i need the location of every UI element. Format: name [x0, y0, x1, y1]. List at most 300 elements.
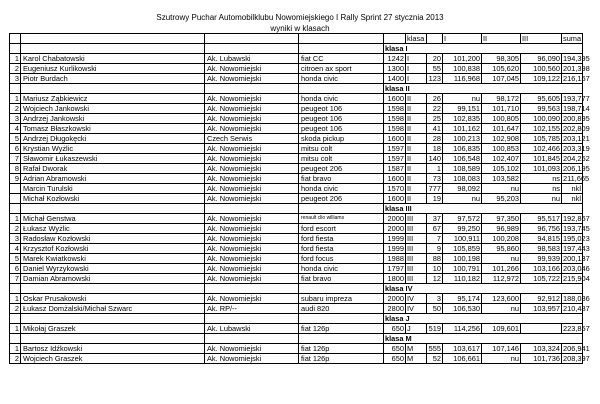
car-cell: peugeot 206 — [299, 194, 384, 204]
car-cell: renault clio williams — [299, 214, 384, 224]
class-cell: III — [406, 254, 427, 264]
club-cell: Ak. Nowomiejski — [205, 154, 299, 164]
stage-2-time-cell: 112,972 — [482, 274, 521, 284]
result-row — [10, 184, 583, 194]
club-cell: Ak. Nowomiejski — [205, 64, 299, 74]
club-cell: Ak. RP/-- — [205, 304, 299, 314]
stage-3-time-cell: 98,583 — [521, 244, 562, 254]
driver-name-cell: Damian Abramowski — [21, 274, 205, 284]
engine-capacity-cell: 1999 — [384, 234, 406, 244]
driver-name-cell: Łukasz Wyżlic — [21, 224, 205, 234]
stage-1-time-cell: 106,530 — [443, 304, 482, 314]
class-cell: IV — [406, 294, 427, 304]
start-number-cell: 50 — [427, 304, 443, 314]
stage-3-time-cell: 96,756 — [521, 224, 562, 234]
class-header-row — [10, 284, 583, 294]
engine-capacity-cell: 2000 — [384, 224, 406, 234]
start-number-cell: 37 — [427, 214, 443, 224]
car-cell: honda civic — [299, 74, 384, 84]
position-cell: 3 — [10, 234, 21, 244]
stage-3-time-cell: 95,605 — [521, 94, 562, 104]
engine-capacity-cell: 1400 — [384, 74, 406, 84]
stage-3-time-cell: 105,722 — [521, 274, 562, 284]
result-row — [10, 164, 583, 174]
driver-name-cell: Karol Chabatowski — [21, 54, 205, 64]
club-cell: Ak. Nowomiejski — [205, 74, 299, 84]
engine-capacity-cell: 1598 — [384, 114, 406, 124]
stage-3-time-cell: 99,939 — [521, 254, 562, 264]
total-time-cell: 203,319 — [563, 144, 590, 153]
stage-1-time-cell: 100,911 — [443, 234, 482, 244]
result-row — [10, 354, 583, 364]
class-cell: II — [406, 134, 427, 144]
result-row — [10, 144, 583, 154]
engine-capacity-cell: 1570 — [384, 184, 406, 194]
result-row — [10, 274, 583, 284]
position-cell: 6 — [10, 144, 21, 154]
position-cell: 1 — [10, 324, 21, 334]
stage-3-time-cell: 109,122 — [521, 74, 562, 84]
start-number-cell: 19 — [427, 194, 443, 204]
stage-3-time-cell: 95,517 — [521, 214, 562, 224]
stage-2-time-cell: 107,045 — [482, 74, 521, 84]
stage-1-time-cell: 99,151 — [443, 104, 482, 114]
class-cell: II — [406, 144, 427, 154]
club-cell: Ak. Nowomiejski — [205, 194, 299, 204]
car-cell: fiat 126p — [299, 354, 384, 364]
start-number-cell: 26 — [427, 94, 443, 104]
stage-2-time-cell: 97,350 — [482, 214, 521, 224]
stage-3-time-cell: 96,090 — [521, 54, 562, 64]
stage-3-time-cell: ns — [521, 184, 562, 194]
stage-3-time-cell: 92,912 — [521, 294, 562, 304]
class-cell: II — [406, 154, 427, 164]
start-number-cell: 519 — [427, 324, 443, 334]
result-row — [10, 154, 583, 164]
stage-3-time-cell: 101,093 — [521, 164, 562, 174]
start-number-cell: 7 — [427, 234, 443, 244]
engine-capacity-cell: 1597 — [384, 144, 406, 154]
class-cell: I — [406, 54, 427, 64]
total-time-cell: nkl — [562, 184, 583, 194]
driver-name-cell: Oskar Prusakowski — [21, 294, 205, 304]
car-cell: fiat 126p — [299, 344, 384, 354]
car-cell: peugeot 106 — [299, 104, 384, 114]
engine-capacity-cell: 650 — [384, 344, 406, 354]
stage-3-time-cell: 103,957 — [521, 304, 562, 314]
stage-3-time-cell: 103,324 — [521, 344, 562, 354]
total-time-cell: 208,397 — [563, 354, 590, 363]
stage-2-time-cell: 103,582 — [482, 174, 521, 184]
stage-1-time-cell: 102,835 — [443, 114, 482, 124]
result-row — [10, 174, 583, 184]
col-header-suma: suma — [563, 34, 582, 43]
class-cell: I — [406, 74, 427, 84]
result-row — [10, 264, 583, 274]
stage-1-time-cell: 100,213 — [443, 134, 482, 144]
stage-2-time-cell: 101,710 — [482, 104, 521, 114]
start-number-cell: 10 — [427, 264, 443, 274]
stage-2-time-cell: 105,620 — [482, 64, 521, 74]
total-time-cell: 195,023 — [563, 234, 590, 243]
position-cell: 2 — [10, 354, 21, 364]
car-cell: mitsu colt — [299, 144, 384, 154]
club-cell: Ak. Lubawski — [205, 54, 299, 64]
stage-1-time-cell: nu — [443, 194, 482, 204]
stage-3-time-cell: 101,845 — [521, 154, 562, 164]
club-cell: Ak. Nowomiejski — [205, 274, 299, 284]
class-cell: II — [406, 104, 427, 114]
club-cell: Ak. Nowomiejski — [205, 224, 299, 234]
result-row — [10, 194, 583, 204]
driver-name-cell: Krystian Wyżlic — [21, 144, 205, 154]
engine-capacity-cell: 1600 — [384, 174, 406, 184]
total-time-cell: 223,857 — [563, 324, 590, 333]
total-time-cell: 194,395 — [563, 54, 590, 63]
car-cell: fiat 126p — [299, 324, 384, 334]
class-label: klasa III — [384, 204, 583, 214]
stage-3-time-cell: 100,090 — [521, 114, 562, 124]
class-cell: J — [406, 324, 427, 334]
engine-capacity-cell: 1600 — [384, 134, 406, 144]
start-number-cell: 9 — [427, 244, 443, 254]
driver-name-cell: Łukasz Domżalski/Michał Szwarc — [21, 304, 205, 314]
car-cell: skoda pickup — [299, 134, 384, 144]
header-row — [10, 34, 583, 44]
driver-name-cell: Radosław Kozłowski — [21, 234, 205, 244]
car-cell: ford focus — [299, 254, 384, 264]
class-header-row — [10, 44, 583, 54]
class-header-row — [10, 204, 583, 214]
stage-2-time-cell: 98,305 — [482, 54, 521, 64]
result-row — [10, 64, 583, 74]
club-cell: Ak. Lubawski — [205, 324, 299, 334]
result-row — [10, 94, 583, 104]
class-label: klasa II — [384, 84, 583, 94]
car-cell: peugeot 106 — [299, 114, 384, 124]
car-cell: audi 820 — [299, 304, 384, 314]
stage-2-time-cell: 107,146 — [482, 344, 521, 354]
position-cell: 3 — [10, 74, 21, 84]
class-header-row — [10, 314, 583, 324]
result-row — [10, 124, 583, 134]
class-cell: III — [406, 224, 427, 234]
position-cell: 1 — [10, 344, 21, 354]
stage-1-time-cell: 103,617 — [443, 344, 482, 354]
driver-name-cell: Wojciech Jankowski — [21, 104, 205, 114]
result-row — [10, 254, 583, 264]
start-number-cell: 20 — [427, 54, 443, 64]
engine-capacity-cell: 1600 — [384, 194, 406, 204]
class-label: klasa IV — [384, 284, 583, 294]
club-cell: Ak. Nowomiejski — [205, 214, 299, 224]
driver-name-cell: Wojciech Graszek — [21, 354, 205, 364]
class-cell: M — [406, 344, 427, 354]
result-row — [10, 234, 583, 244]
stage-1-time-cell: 100,791 — [443, 264, 482, 274]
club-cell: Ak. Nowomiejski — [205, 174, 299, 184]
position-cell: 7 — [10, 274, 21, 284]
position-cell: 9 — [10, 174, 21, 184]
stage-2-time-cell: nu — [482, 254, 521, 264]
club-cell: Ak. Nowomiejski — [205, 104, 299, 114]
driver-name-cell: Adrian Abramowski — [21, 174, 205, 184]
position-cell: 2 — [10, 104, 21, 114]
stage-1-time-cell: nu — [443, 94, 482, 104]
start-number-cell: 18 — [427, 144, 443, 154]
stage-1-time-cell: 105,859 — [443, 244, 482, 254]
start-number-cell: 123 — [427, 74, 443, 84]
stage-2-time-cell: 105,102 — [482, 164, 521, 174]
driver-name-cell: Tomasz Błaszkowski — [21, 124, 205, 134]
total-time-cell: 202,809 — [563, 124, 590, 133]
stage-2-time-cell: 95,860 — [482, 244, 521, 254]
stage-2-time-cell: 96,989 — [482, 224, 521, 234]
engine-capacity-cell: 1242 — [384, 54, 406, 64]
class-label: klasa M — [384, 334, 583, 344]
car-cell: fiat bravo — [299, 174, 384, 184]
engine-capacity-cell: 1800 — [384, 274, 406, 284]
stage-3-time-cell: 94,815 — [521, 234, 562, 244]
class-cell: II — [406, 174, 427, 184]
class-cell: I — [406, 64, 427, 74]
position-cell: 2 — [10, 304, 21, 314]
car-cell: peugeot 106 — [299, 124, 384, 134]
driver-name-cell: Andrzej Jankowski — [21, 114, 205, 124]
start-number-cell: 67 — [427, 224, 443, 234]
result-row — [10, 304, 583, 314]
total-time-cell: nkl — [562, 194, 583, 204]
club-cell: Ak. Nowomiejski — [205, 94, 299, 104]
start-number-cell: 28 — [427, 134, 443, 144]
car-cell: ford fiesta — [299, 234, 384, 244]
stage-1-time-cell: 95,174 — [443, 294, 482, 304]
total-time-cell: 193,777 — [563, 94, 590, 103]
engine-capacity-cell: 1597 — [384, 154, 406, 164]
total-time-cell: 206,941 — [563, 344, 590, 353]
class-label: klasa I — [384, 44, 583, 54]
stage-1-time-cell: 106,548 — [443, 154, 482, 164]
total-time-cell: 201,398 — [563, 64, 590, 73]
driver-name-cell: Eugeniusz Kurlikowski — [21, 64, 205, 74]
engine-capacity-cell: 1999 — [384, 244, 406, 254]
class-label: klasa J — [384, 314, 583, 324]
total-time-cell: 215,904 — [563, 274, 590, 283]
driver-name-cell: Mikołaj Graszek — [21, 324, 205, 334]
start-number-cell: 88 — [427, 254, 443, 264]
car-cell: ford fiesta — [299, 244, 384, 254]
stage-3-time-cell: ns — [521, 174, 562, 184]
result-row — [10, 214, 583, 224]
class-cell: II — [406, 194, 427, 204]
engine-capacity-cell: 1598 — [384, 124, 406, 134]
result-row — [10, 54, 583, 64]
stage-1-time-cell: 116,968 — [443, 74, 482, 84]
engine-capacity-cell: 2800 — [384, 304, 406, 314]
start-number-cell: 3 — [427, 294, 443, 304]
start-number-cell: 777 — [427, 184, 443, 194]
engine-capacity-cell: 1600 — [384, 94, 406, 104]
total-time-cell: 188,086 — [563, 294, 590, 303]
total-time-cell: 197,443 — [563, 244, 590, 253]
start-number-cell: 52 — [427, 354, 443, 364]
car-cell: fiat CC — [299, 54, 384, 64]
page-title: Szutrowy Puchar Automobilklubu Nowomiejskiego I Rally Sprint 27 stycznia 2013 — [156, 13, 444, 22]
start-number-cell: 1 — [427, 164, 443, 174]
stage-2-time-cell: nu — [482, 304, 521, 314]
class-cell: III — [406, 264, 427, 274]
stage-3-time-cell: 100,560 — [521, 64, 562, 74]
club-cell: Ak. Nowomiejski — [205, 164, 299, 174]
driver-name-cell: Piotr Burdach — [21, 74, 205, 84]
car-cell: fiat bravo — [299, 274, 384, 284]
car-cell: peugeot 206 — [299, 164, 384, 174]
driver-name-cell: Krzysztof Kozłowski — [21, 244, 205, 254]
total-time-cell: 203,121 — [563, 134, 590, 143]
results-table — [9, 33, 590, 364]
position-cell: 1 — [10, 214, 21, 224]
stage-2-time-cell: 102,407 — [482, 154, 521, 164]
position-cell: 1 — [10, 54, 21, 64]
total-time-cell: 216,167 — [563, 74, 590, 83]
total-time-cell: 200,137 — [563, 254, 590, 263]
driver-name-cell: Andrzej Długokęcki — [21, 134, 205, 144]
start-number-cell: 73 — [427, 174, 443, 184]
result-row — [10, 244, 583, 254]
stage-2-time-cell: 109,601 — [482, 324, 521, 334]
engine-capacity-cell: 2000 — [384, 214, 406, 224]
stage-3-time-cell: 103,166 — [521, 264, 562, 274]
club-cell: Ak. Nowomiejski — [205, 124, 299, 134]
stage-2-time-cell: 98,172 — [482, 94, 521, 104]
driver-name-cell: Michał Genstwa — [21, 214, 205, 224]
stage-1-time-cell: 108,083 — [443, 174, 482, 184]
club-cell: Ak. Nowomiejski — [205, 184, 299, 194]
col-header-klasa: klasa — [406, 34, 427, 44]
engine-capacity-cell: 1797 — [384, 264, 406, 274]
car-cell: citroen ax sport — [299, 64, 384, 74]
engine-capacity-cell: 1988 — [384, 254, 406, 264]
total-time-cell: 200,895 — [563, 114, 590, 123]
class-cell: III — [406, 274, 427, 284]
club-cell: Ak. Nowomiejski — [205, 344, 299, 354]
stage-2-time-cell: nu — [482, 184, 521, 194]
class-cell: M — [406, 354, 427, 364]
class-cell: II — [406, 184, 427, 194]
position-cell: 4 — [10, 244, 21, 254]
stage-1-time-cell: 106,835 — [443, 144, 482, 154]
total-time-cell: 204,252 — [563, 154, 590, 163]
car-cell: honda civic — [299, 184, 384, 194]
engine-capacity-cell: 1300 — [384, 64, 406, 74]
stage-1-time-cell: 100,198 — [443, 254, 482, 264]
club-cell: Czech Serwis — [205, 134, 299, 144]
stage-2-time-cell: 100,805 — [482, 114, 521, 124]
engine-capacity-cell: 650 — [384, 354, 406, 364]
total-time-cell: 198,714 — [563, 104, 590, 113]
start-number-cell: 25 — [427, 114, 443, 124]
driver-name-cell: Marcin Turulski — [21, 184, 205, 194]
driver-name-cell: Bartosz Idźkowski — [21, 344, 205, 354]
total-time-cell: 210,487 — [563, 304, 590, 313]
stage-1-time-cell: 106,661 — [443, 354, 482, 364]
position-cell — [10, 194, 21, 204]
start-number-cell: 41 — [427, 124, 443, 134]
stage-3-time-cell: 101,736 — [521, 354, 562, 364]
driver-name-cell: Marek Kwiatkowski — [21, 254, 205, 264]
class-header-row — [10, 334, 583, 344]
driver-name-cell: Mariusz Ząbkiewicz — [21, 94, 205, 104]
position-cell: 2 — [10, 224, 21, 234]
start-number-cell: 12 — [427, 274, 443, 284]
position-cell: 2 — [10, 64, 21, 74]
start-number-cell: 555 — [427, 344, 443, 354]
club-cell: Ak. Nowomiejski — [205, 244, 299, 254]
position-cell: 5 — [10, 134, 21, 144]
stage-2-time-cell: 102,908 — [482, 134, 521, 144]
engine-capacity-cell: 2000 — [384, 294, 406, 304]
driver-name-cell: Rafał Dworak — [21, 164, 205, 174]
position-cell: 7 — [10, 154, 21, 164]
class-cell: III — [406, 234, 427, 244]
stage-3-time-cell: nu — [521, 194, 562, 204]
result-row — [10, 344, 583, 354]
stage-1-time-cell: 114,256 — [443, 324, 482, 334]
stage-2-time-cell: 100,208 — [482, 234, 521, 244]
engine-capacity-cell: 650 — [384, 324, 406, 334]
stage-1-time-cell: 100,838 — [443, 64, 482, 74]
col-header-iii: III — [521, 34, 562, 44]
class-header-row — [10, 84, 583, 94]
car-cell: honda civic — [299, 94, 384, 104]
class-cell: II — [406, 114, 427, 124]
position-cell: 3 — [10, 114, 21, 124]
engine-capacity-cell: 1598 — [384, 104, 406, 114]
club-cell: Ak. Nowomiejski — [205, 254, 299, 264]
total-time-cell: 203,046 — [563, 264, 590, 273]
position-cell: 1 — [10, 94, 21, 104]
class-cell: III — [406, 244, 427, 254]
position-cell: 5 — [10, 254, 21, 264]
stage-1-time-cell: 99,250 — [443, 224, 482, 234]
class-cell: II — [406, 94, 427, 104]
car-cell: mitsu colt — [299, 154, 384, 164]
stage-1-time-cell: 101,200 — [443, 54, 482, 64]
start-number-cell: 55 — [427, 64, 443, 74]
car-cell: subaru impreza — [299, 294, 384, 304]
stage-2-time-cell: 95,203 — [482, 194, 521, 204]
class-cell: III — [406, 214, 427, 224]
stage-1-time-cell: 97,572 — [443, 214, 482, 224]
position-cell: 1 — [10, 294, 21, 304]
result-row — [10, 224, 583, 234]
stage-3-time-cell: 102,155 — [521, 124, 562, 134]
stage-1-time-cell: 98,092 — [443, 184, 482, 194]
col-header-i: I — [443, 34, 482, 44]
result-row — [10, 294, 583, 304]
position-cell: 4 — [10, 124, 21, 134]
club-cell: Ak. Nowomiejski — [205, 144, 299, 154]
stage-2-time-cell: 101,647 — [482, 124, 521, 134]
start-number-cell: 140 — [427, 154, 443, 164]
result-row — [10, 134, 583, 144]
start-number-cell: 22 — [427, 104, 443, 114]
total-time-cell: 206,195 — [563, 164, 590, 173]
stage-2-time-cell: 100,853 — [482, 144, 521, 154]
result-row — [10, 114, 583, 124]
club-cell: Ak. Nowomiejski — [205, 354, 299, 364]
result-row — [10, 324, 583, 334]
